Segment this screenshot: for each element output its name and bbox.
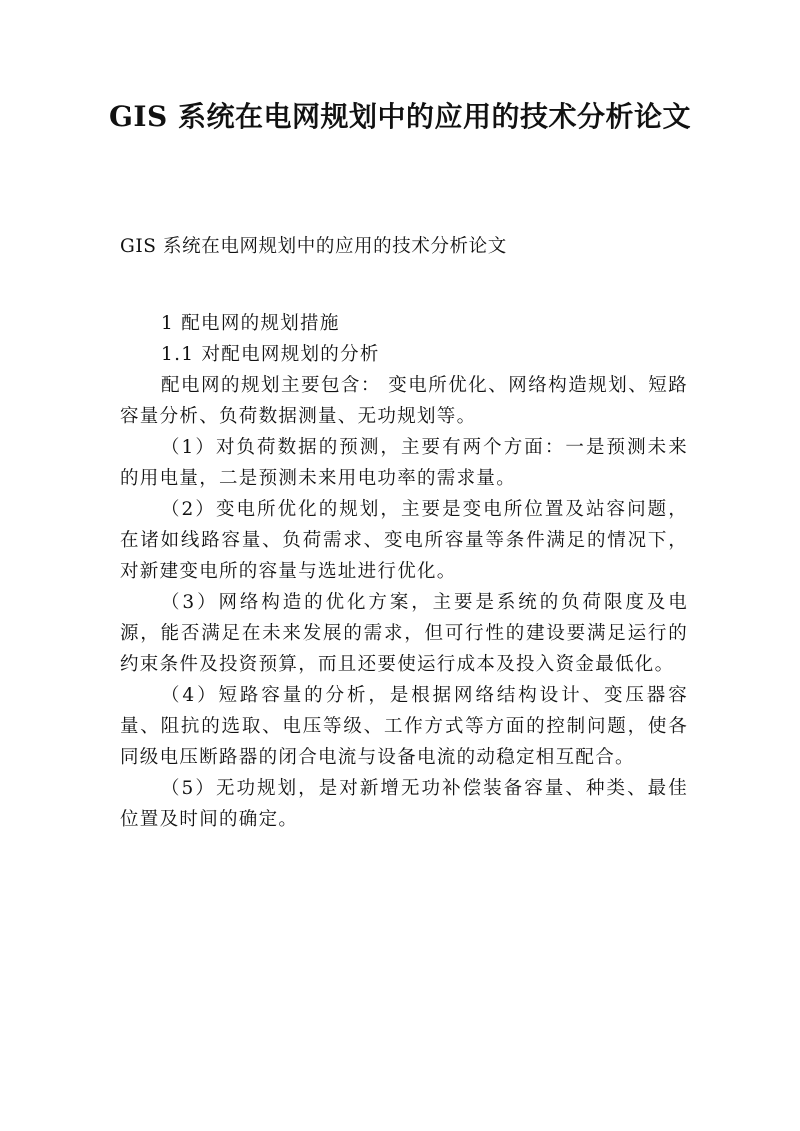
paragraph-item-5: （5）无功规划，是对新增无功补偿装备容量、种类、最佳位置及时间的确定。 (120, 778, 688, 830)
paragraph-item-4: （4）短路容量的分析，是根据网络结构设计、变压器容量、阻抗的选取、电压等级、工作方式等方面的控制问题，使各同级电压断路器的闭合电流与设备电流的动稳定相互配合。 (120, 685, 688, 768)
document-subtitle: GIS 系统在电网规划中的应用的技术分析论文 (120, 236, 507, 257)
paragraph-item-3: （3）网络构造的优化方案，主要是系统的负荷限度及电源，能否满足在未来发展的需求，但可行性的建设要满足运行的约束条件及投资预算，而且还要使运行成本及投入资金最低化。 (120, 592, 688, 675)
document-title: GIS 系统在电网规划中的应用的技术分析论文 (109, 100, 691, 133)
intro-paragraph: 配电网的规划主要包含： 变电所优化、网络构造规划、短路容量分析、负荷数据测量、无功规划等。 (120, 375, 688, 427)
section-heading: 1 配电网的规划措施 (161, 313, 340, 334)
document-body (120, 308, 688, 835)
subsection-heading: 1.1 对配电网规划的分析 (161, 344, 380, 365)
paragraph-item-2: （2）变电所优化的规划，主要是变电所位置及站容问题，在诸如线路容量、负荷需求、变电所容量等条件满足的情况下，对新建变电所的容量与选址进行优化。 (120, 499, 688, 582)
paragraph-item-1: （1）对负荷数据的预测，主要有两个方面：一是预测未来的用电量，二是预测未来用电功率的需求量。 (120, 437, 688, 489)
